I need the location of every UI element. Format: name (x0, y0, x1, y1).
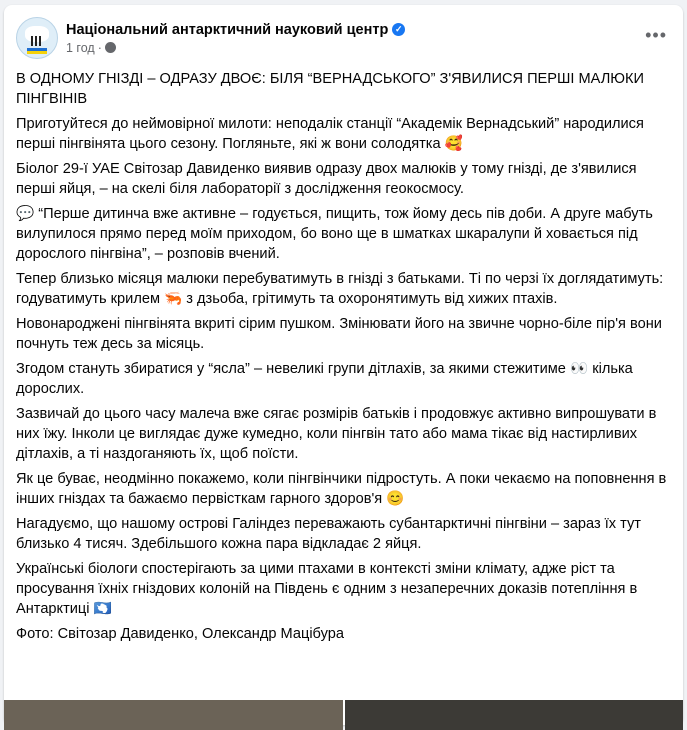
page-avatar[interactable] (16, 17, 58, 59)
post-card (4, 5, 683, 725)
paragraph: Зазвичай до цього часу малеча вже сягає розмірів батьків і продовжує активно випрошувати в них їжу. Інколи це виглядає дуже кумедно, коли пінгвін тато або мама тікає від настирливих дітлахів, а ті наздоганяють їх, щоб поїсти. (16, 406, 657, 462)
post-header (16, 17, 405, 59)
post-text (16, 69, 671, 649)
photo-1[interactable] (4, 700, 343, 730)
globe-icon (105, 42, 116, 53)
paragraph: Тепер близько місяця малюки перебуватимуть в гнізді з батьками. Ті по черзі їх доглядатимуть: годуватимуть крилем 🦐 з дзьоба, грітимуть та охоронятимуть від хижих птахів. (16, 271, 664, 307)
paragraph: Українські біологи спостерігають за цими птахами в контексті зміни клімату, адже ріст та просування їхніх гніздових колоній на Південь є одним з незаперечних доказів потепління в Антарктиці 🇦🇶 (16, 561, 638, 617)
photo-grid (4, 700, 683, 730)
paragraph: 💬 “Перше дитинча вже активне – годується, пищить, тож йому десь пів доби. А друге мабуть вилупилося прямо перед моїм приходом, бо воно ще в шматках шкаралупи й ховається під дорослого пінгвіна”, – розповів вчений. (16, 206, 653, 262)
paragraph: Новонароджені пінгвінята вкриті сірим пушком. Змінювати його на звичне чорно-біле пір'я вони почнуть теж десь за місяць. (16, 316, 662, 352)
paragraph: Згодом стануть збиратися у “ясла” – невеликі групи дітлахів, за якими стежитиме 👀 кілька дорослих. (16, 361, 633, 397)
post-time[interactable]: 1 год (66, 40, 95, 55)
paragraph: Як це буває, неодмінно покажемо, коли пінгвінчики підростуть. А поки чекаємо на поповнення в інших гніздах та бажаємо первісткам гарного здоров'я 😊 (16, 471, 667, 507)
paragraph: Нагадуємо, що нашому острові Галіндез переважають субантарктичні пінгвіни – зараз їх тут близько 4 тисяч. Здебільшого кожна пара відкладає 2 яйця. (16, 516, 641, 552)
paragraph: Біолог 29-ї УАЕ Світозар Давиденко виявив одразу двох малюків у тому гнізді, де з'явилися перші яйця, – на скелі біля лабораторії з дослідження геокосмосу. (16, 161, 637, 197)
photo-2[interactable] (345, 700, 684, 730)
author-name[interactable]: Національний антарктичний науковий центр (66, 21, 389, 38)
more-options-button[interactable]: ••• (645, 25, 667, 45)
paragraph: Приготуйтеся до неймовірної милоти: неподалік станції “Академік Вернадський” народилися перші пінгвінята цього сезону. Погляньте, які ж вони солодятка 🥰 (16, 116, 644, 152)
logo-station-shape (31, 36, 43, 46)
logo-flag-shape (27, 48, 47, 54)
separator: · (97, 40, 102, 55)
photo-credits: Фото: Світозар Давиденко, Олександр Мацібура (16, 626, 344, 642)
post-title: В ОДНОМУ ГНІЗДІ – ОДРАЗУ ДВОЄ: БІЛЯ “ВЕРНАДСЬКОГО” З'ЯВИЛИСЯ ПЕРШІ МАЛЮКИ ПІНГВІНІВ (16, 71, 645, 107)
verified-badge-icon: ✓ (392, 23, 405, 36)
